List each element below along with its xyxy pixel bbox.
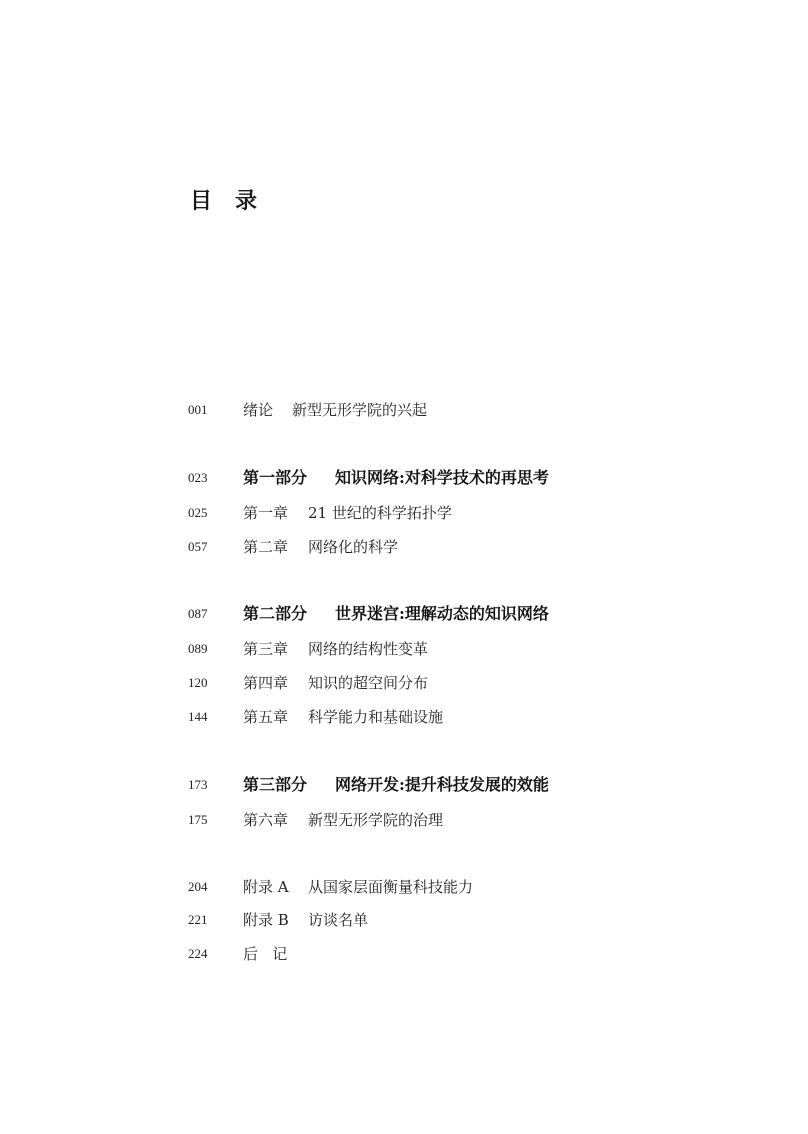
entry-label: 第三章 (243, 640, 289, 658)
page-number: 001 (188, 402, 208, 417)
page-number: 057 (188, 539, 208, 554)
entry-title: 世界迷宫:理解动态的知识网络 (335, 604, 549, 623)
toc-entry-appendix-b[interactable] (0, 908, 808, 932)
page-number: 025 (188, 505, 208, 520)
toc-entry-chapter-6[interactable] (0, 808, 808, 832)
toc-entry-chapter-1[interactable] (0, 501, 808, 525)
page-number: 175 (188, 812, 208, 827)
toc-entry-chapter-4[interactable] (0, 671, 808, 695)
toc-entry-chapter-2[interactable] (0, 535, 808, 559)
page-number: 087 (188, 606, 208, 621)
toc-entry-chapter-3[interactable] (0, 637, 808, 661)
page-number: 089 (188, 641, 208, 656)
entry-label: 附录 A (243, 878, 289, 896)
entry-title: 新型无形学院的治理 (308, 811, 444, 829)
entry-title: 网络化的科学 (308, 538, 399, 556)
entry-label: 附录 B (243, 911, 289, 929)
page-number: 144 (188, 709, 208, 724)
entry-label: 第四章 (243, 674, 289, 692)
entry-title: 新型无形学院的兴起 (292, 401, 428, 419)
entry-label: 第二部分 (243, 604, 308, 623)
toc-entry-appendix-a[interactable] (0, 875, 808, 899)
entry-title: 网络开发:提升科技发展的效能 (335, 775, 549, 794)
toc-entry-part-2[interactable] (0, 602, 808, 626)
entry-title: 知识的超空间分布 (308, 674, 429, 692)
entry-title: 科学能力和基础设施 (308, 708, 444, 726)
page-number: 173 (188, 777, 208, 792)
toc-entry-afterword[interactable] (0, 942, 808, 966)
page-number: 224 (188, 946, 208, 961)
entry-label: 第二章 (243, 538, 289, 556)
entry-title: 从国家层面衡量科技能力 (308, 878, 474, 896)
entry-label: 第一部分 (243, 468, 308, 487)
toc-title: 目 录 (190, 188, 257, 214)
toc-entry-introduction[interactable] (0, 398, 808, 422)
entry-title: 21 世纪的科学拓扑学 (308, 504, 452, 522)
page-number: 204 (188, 879, 208, 894)
entry-title: 知识网络:对科学技术的再思考 (335, 468, 549, 487)
entry-title: 网络的结构性变革 (308, 640, 429, 658)
page-number: 221 (188, 912, 208, 927)
entry-label: 第六章 (243, 811, 289, 829)
entry-label: 第五章 (243, 708, 289, 726)
entry-title: 访谈名单 (308, 911, 369, 929)
toc-entry-part-3[interactable] (0, 773, 808, 797)
toc-entry-part-1[interactable] (0, 466, 808, 490)
entry-label: 后 记 (243, 945, 288, 963)
page-number: 120 (188, 675, 208, 690)
entry-label: 第三部分 (243, 775, 308, 794)
toc-entry-chapter-5[interactable] (0, 705, 808, 729)
entry-label: 绪论 (243, 401, 274, 419)
entry-label: 第一章 (243, 504, 289, 522)
page-number: 023 (188, 470, 208, 485)
